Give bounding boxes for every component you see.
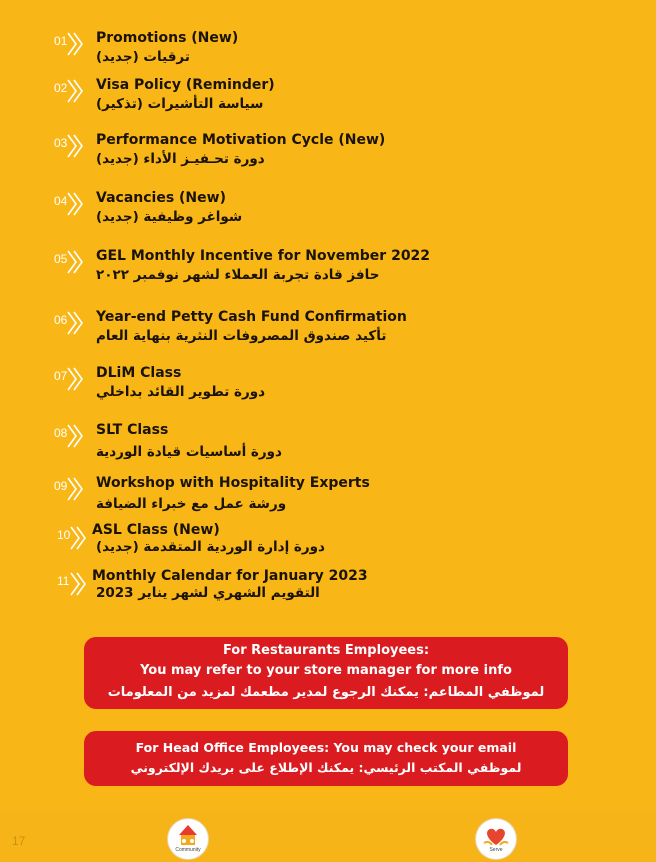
item-title-ar: ورشة عمل مع خبراء الضيافة xyxy=(96,496,287,512)
item-number: 01 xyxy=(52,32,86,58)
item-title-en: Performance Motivation Cycle (New) xyxy=(96,132,386,148)
item-title-ar: دورة إدارة الوردية المتقدمة (جديد) xyxy=(96,539,325,555)
double-chevron-icon xyxy=(66,249,86,275)
double-chevron-icon xyxy=(66,310,86,336)
item-title-en: Monthly Calendar for January 2023 xyxy=(92,568,368,584)
item-number: 04 xyxy=(52,192,86,218)
double-chevron-icon xyxy=(66,191,86,217)
item-title-ar: دورة أساسيات قيادة الوردية xyxy=(96,444,282,460)
notice-text-en: You may refer to your store manager for more info xyxy=(140,663,512,678)
item-number: 07 xyxy=(52,367,86,393)
item-title-ar: دورة تطوير القائد بداخلي xyxy=(96,384,266,400)
item-title-en: ASL Class (New) xyxy=(92,522,220,538)
item-number: 09 xyxy=(52,477,86,503)
double-chevron-icon xyxy=(66,78,86,104)
item-number: 08 xyxy=(52,424,86,450)
notice-heading: For Restaurants Employees: xyxy=(222,643,430,658)
item-title-en: Vacancies (New) xyxy=(96,190,226,206)
item-title-en: Year-end Petty Cash Fund Confirmation xyxy=(96,309,407,325)
page-number: 17 xyxy=(12,834,26,848)
item-title-ar: دورة تحـفيـز الأداء (جديد) xyxy=(96,151,265,167)
item-title-ar: سياسة التأشيرات (تذكير) xyxy=(96,96,264,112)
double-chevron-icon xyxy=(66,423,86,449)
item-title-en: SLT Class xyxy=(96,422,169,438)
serve-badge xyxy=(476,819,516,859)
badge-label: Serve xyxy=(489,847,503,853)
double-chevron-icon xyxy=(66,366,86,392)
notice-text-en: For Head Office Employees: You may check your email xyxy=(135,740,517,755)
item-title-en: Visa Policy (Reminder) xyxy=(96,77,275,93)
item-title-ar: شواغر وظيفية (جديد) xyxy=(96,209,243,225)
double-chevron-icon xyxy=(66,133,86,159)
item-title-ar: تأكيد صندوق المصروفات النثرية بنهاية العام xyxy=(96,328,387,344)
double-chevron-icon xyxy=(66,476,86,502)
double-chevron-icon xyxy=(66,31,86,57)
item-title-en: GEL Monthly Incentive for November 2022 xyxy=(96,248,431,264)
item-number: 11 xyxy=(55,572,89,598)
badge-label: Community xyxy=(175,847,201,853)
notice-text-ar: لموظفي المكتب الرئيسي: يمكنك الإطلاع على بريدك الإلكتروني xyxy=(130,760,522,775)
item-number: 05 xyxy=(52,250,86,276)
item-number: 03 xyxy=(52,134,86,160)
item-title-ar: حافز قادة تجربة العملاء لشهر نوفمبر ٢٠٢٢ xyxy=(96,267,380,283)
item-title-en: DLiM Class xyxy=(96,365,182,381)
restaurants-notice xyxy=(84,637,568,709)
item-number: 10 xyxy=(55,526,89,552)
item-title-ar: التقويم الشهري لشهر يناير 2023 xyxy=(96,585,320,601)
notice-text-ar: لموظفي المطاعم: يمكنك الرجوع لمدير مطعمك لمزيد من المعلومات xyxy=(107,685,545,700)
item-title-ar: ترقيات (جديد) xyxy=(96,49,190,65)
item-title-en: Promotions (New) xyxy=(96,30,239,46)
item-title-en: Workshop with Hospitality Experts xyxy=(96,475,370,491)
item-number: 02 xyxy=(52,79,86,105)
community-badge xyxy=(168,819,208,859)
double-chevron-icon xyxy=(69,525,89,551)
double-chevron-icon xyxy=(69,571,89,597)
item-number: 06 xyxy=(52,311,86,337)
footer xyxy=(0,812,656,862)
head-office-notice xyxy=(84,731,568,786)
